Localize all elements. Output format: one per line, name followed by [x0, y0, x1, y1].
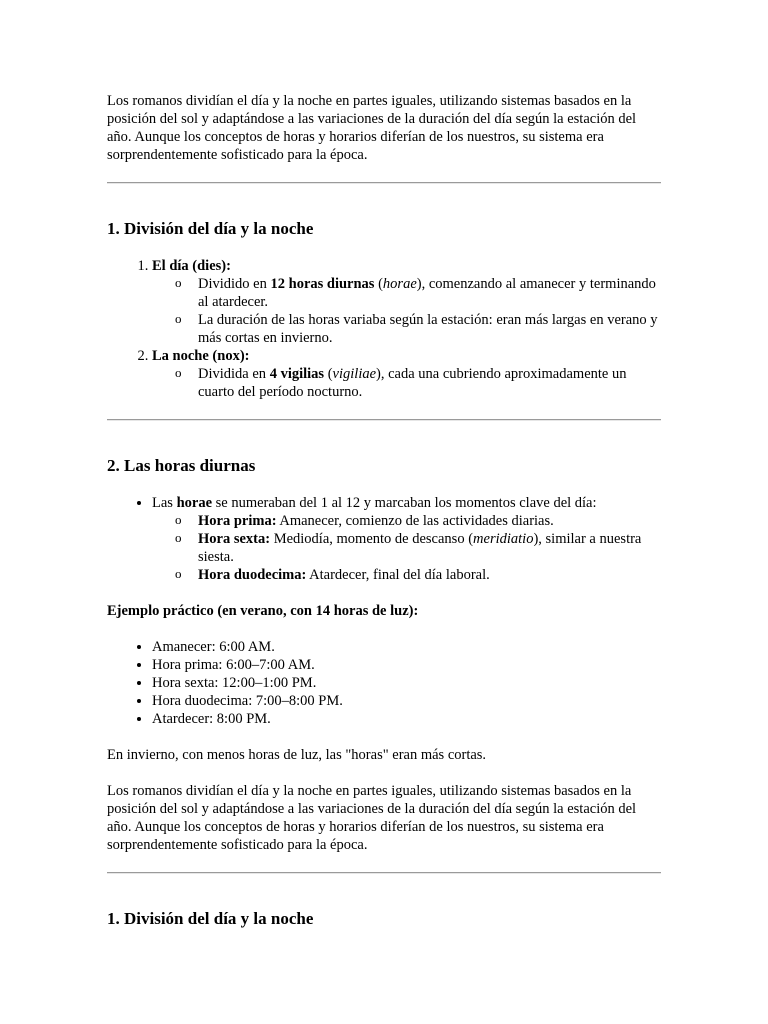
sub-list — [152, 365, 661, 401]
text-run: Atardecer, final del día laboral. — [306, 567, 490, 583]
example-list — [107, 638, 661, 728]
list-item: • Amanecer: 6:00 AM. — [152, 638, 661, 656]
text-run-bold: Hora duodecima: — [198, 567, 307, 583]
sub-item: o La duración de las horas variaba según la estación: eran más largas en verano y más cortas en invierno. — [198, 311, 661, 347]
horae-list — [107, 494, 661, 584]
intro-paragraph: Los romanos dividían el día y la noche en partes iguales, utilizando sistemas basados en la posición del sol y adaptándose a las variaciones de la duración del día según la estación del año. Aunque los conceptos de horas y horarios diferían de los nuestros, su sistema era sorprendentemente sofisticado para la época. — [107, 93, 637, 163]
sub-item — [198, 275, 661, 311]
list-item: • Atardecer: 8:00 PM. — [152, 710, 661, 728]
sub-item — [198, 566, 661, 584]
list-item: • Hora duodecima: 7:00–8:00 PM. — [152, 692, 661, 710]
text-run: Amanecer, comienzo de las actividades diarias. — [276, 513, 554, 529]
winter-note: En invierno, con menos horas de luz, las "horas" eran más cortas. — [107, 747, 487, 763]
text-run: ), comenzando al amanecer y terminando al atardecer. — [198, 276, 656, 310]
list-item-day — [152, 257, 661, 347]
text-run: ), similar a nuestra siesta. — [198, 531, 642, 565]
list-item: • Hora sexta: 12:00–1:00 PM. — [152, 674, 661, 692]
text-run-bold: Hora sexta: — [198, 531, 271, 547]
text-run: ), cada una cubriendo aproximadamente un cuarto del período nocturno. — [198, 366, 627, 400]
section-heading: 2. Las horas diurnas — [107, 456, 256, 475]
item-label: El día (dies): — [152, 258, 231, 274]
text-run-bold: Ejemplo práctico (en verano, con 14 horas de luz): — [107, 603, 419, 619]
text-run-bold: horae — [176, 495, 212, 511]
text-run: Dividido en — [198, 276, 271, 292]
list-item: • Hora prima: 6:00–7:00 AM. — [152, 656, 661, 674]
section-heading: 1. División del día y la noche — [107, 909, 314, 928]
text-run: ( — [374, 276, 383, 292]
sub-list — [152, 275, 661, 347]
text-run-italic: meridiatio — [473, 531, 534, 547]
text-run: se numeraban del 1 al 12 y marcaban los momentos clave del día: — [212, 495, 597, 511]
text-run-bold: Hora prima: — [198, 513, 277, 529]
intro-paragraph-repeat: Los romanos dividían el día y la noche en partes iguales, utilizando sistemas basados en la posición del sol y adaptándose a las variaciones de la duración del día según la estación del año. Aunque los conceptos de horas y horarios diferían de los nuestros, su sistema era sorprendentemente sofisticado para la época. — [107, 783, 637, 853]
text-run-italic: vigiliae — [332, 366, 377, 382]
text-run-bold: 4 vigilias — [269, 366, 325, 382]
sub-list — [152, 512, 661, 584]
text-run: ( — [324, 366, 333, 382]
text-run-bold: 12 horas diurnas — [270, 276, 375, 292]
sub-item — [198, 365, 661, 401]
text-run-italic: horae — [382, 276, 417, 292]
list-item-night — [152, 347, 661, 401]
sub-item — [198, 530, 661, 566]
section-heading: 1. División del día y la noche — [107, 219, 314, 238]
list-item — [152, 494, 661, 584]
text-run: Las — [152, 495, 177, 511]
text-run: Dividida en — [198, 366, 270, 382]
example-heading — [107, 602, 661, 620]
document-content — [107, 92, 661, 947]
day-night-list — [107, 257, 661, 401]
text-run: Mediodía, momento de descanso ( — [270, 531, 474, 547]
item-label: La noche (nox): — [152, 348, 250, 364]
sub-item — [198, 512, 661, 530]
